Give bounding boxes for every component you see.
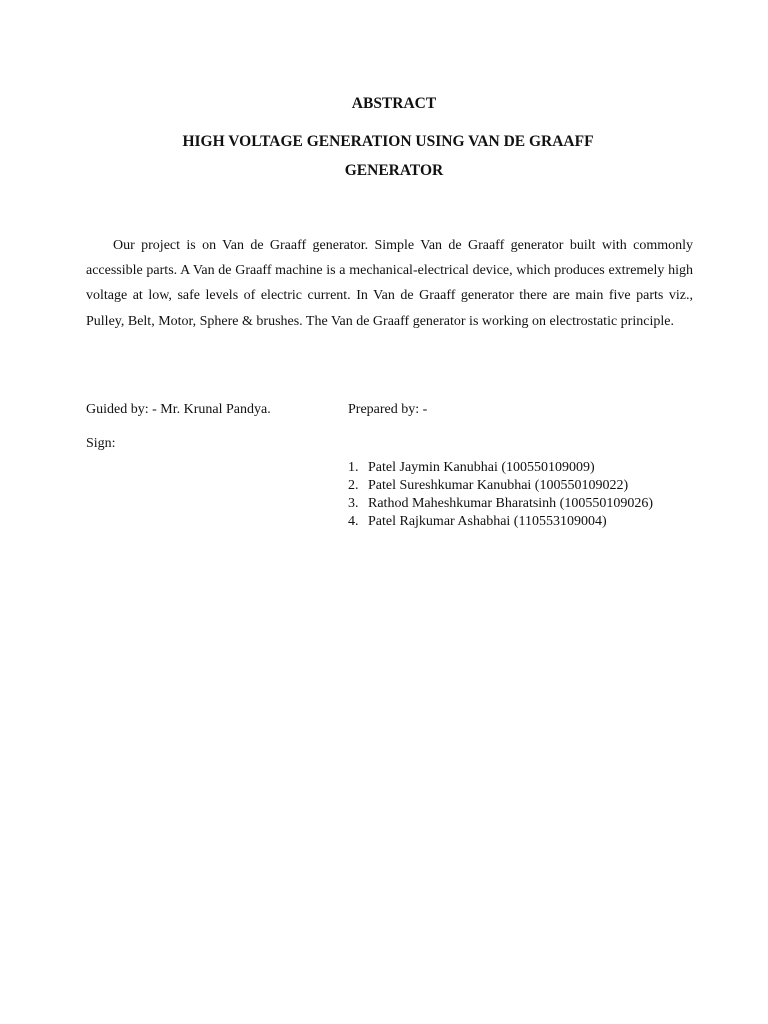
- project-title-line-2: GENERATOR: [344, 162, 444, 179]
- list-item: [348, 477, 653, 495]
- list-item: [348, 459, 653, 477]
- sign-label: Sign:: [86, 436, 116, 451]
- member-name: Patel Jaymin Kanubhai (100550109009): [368, 460, 595, 475]
- list-item: [348, 513, 653, 531]
- list-item-number: 2.: [348, 478, 359, 493]
- prepared-by-text: Prepared by: -: [348, 402, 428, 417]
- member-name: Patel Sureshkumar Kanubhai (100550109022): [368, 478, 629, 493]
- project-title-line-1: HIGH VOLTAGE GENERATION USING VAN DE GRAAFF: [182, 133, 594, 150]
- list-item-number: 4.: [348, 514, 359, 529]
- guided-by-text: Guided by: - Mr. Krunal Pandya.: [86, 402, 271, 417]
- member-name: Patel Rajkumar Ashabhai (110553109004): [368, 514, 607, 529]
- abstract-heading: ABSTRACT: [351, 95, 437, 112]
- list-item-number: 1.: [348, 460, 359, 475]
- member-name: Rathod Maheshkumar Bharatsinh (100550109026): [368, 496, 654, 511]
- list-item-number: 3.: [348, 496, 359, 511]
- team-member-list: [348, 459, 653, 531]
- abstract-paragraph: Our project is on Van de Graaff generator. Simple Van de Graaff generator built with commonly accessible parts. A Van de Graaff machine is a mechanical-electrical device, which produces extremely high voltage at low, safe levels of electric current. In Van de Graaff generator there are main five parts viz., Pulley, Belt, Motor, Sphere & brushes. The Van de Graaff generator is working on electrostatic principle.: [86, 238, 693, 329]
- list-item: [348, 495, 653, 513]
